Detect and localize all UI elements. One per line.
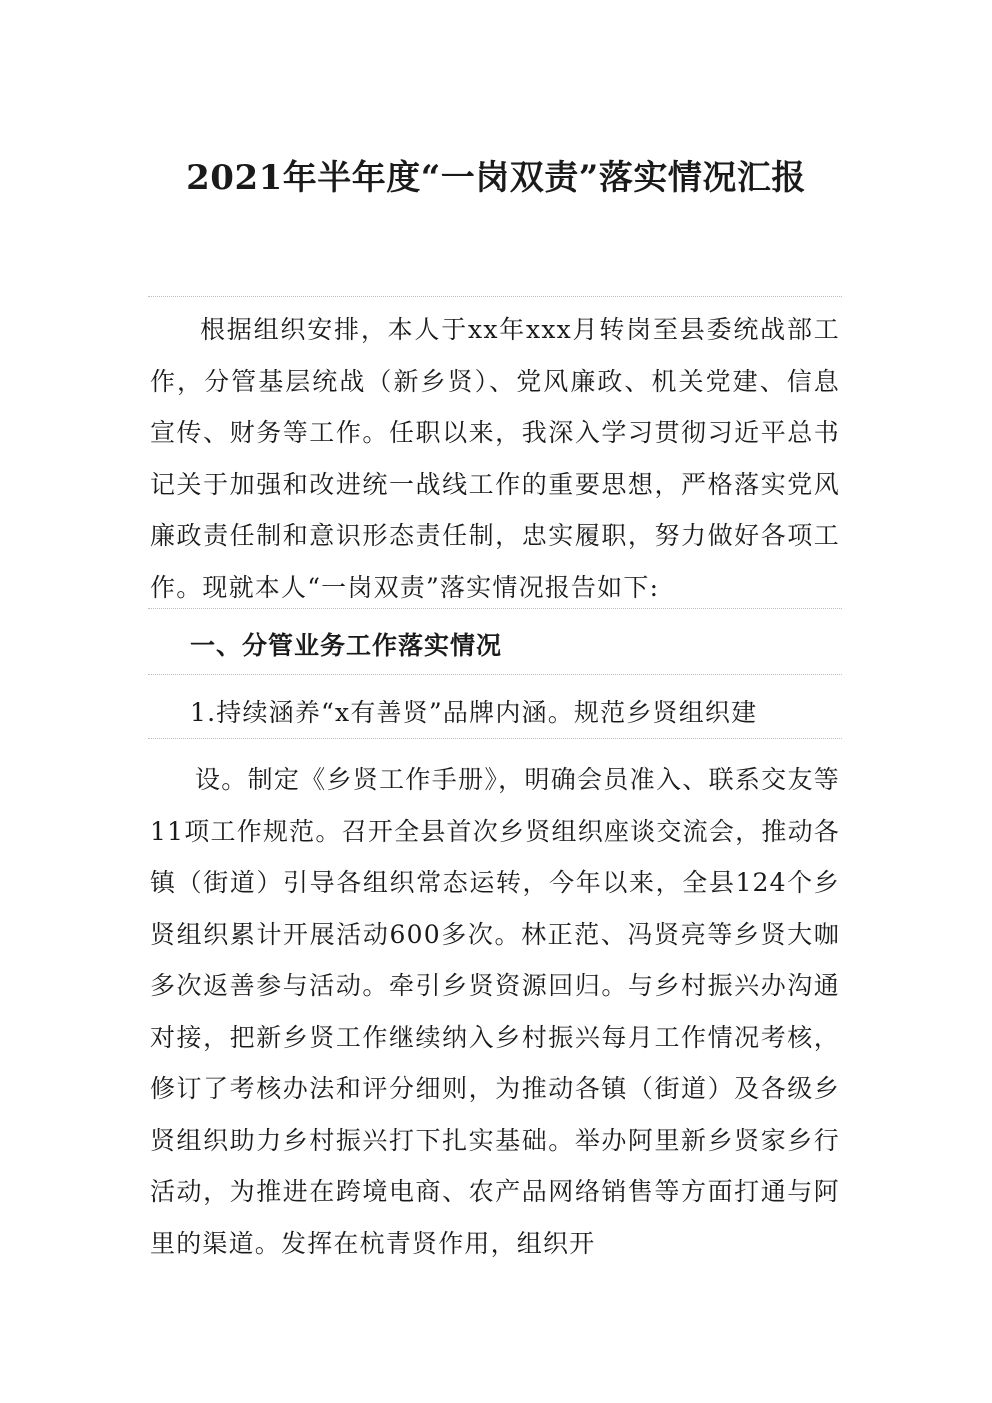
intro-paragraph — [150, 304, 840, 613]
item-1-body-text: 设。制定《乡贤工作手册》，明确会员准入、联系交友等11项工作规范。召开全县首次乡贤组织座谈交流会，推动各镇（街道）引导各组织常态运转，今年以来，全县124个乡贤组织累计开展活动600多次。林正范、冯贤亮等乡贤大咖多次返善参与活动。牵引乡贤资源回归。与乡村振兴办沟通对接，把新乡贤工作继续纳入乡村振兴每月工作情况考核，修订了考核办法和评分细则，为推动各镇（街道）及各级乡贤组织助力乡村振兴打下扎实基础。举办阿里新乡贤家乡行活动，为推进在跨境电商、农产品网络销售等方面打通与阿里的渠道。发挥在杭青贤作用，组织开 — [150, 765, 840, 1258]
divider — [148, 674, 842, 675]
document-title: 2021年半年度“一岗双责”落实情况汇报 — [186, 158, 806, 198]
divider — [148, 738, 842, 739]
divider — [148, 608, 842, 609]
section-heading: 一、分管业务工作落实情况 — [190, 631, 503, 660]
item-1-body — [150, 754, 840, 1269]
divider — [148, 296, 842, 297]
item-1-lead: 1.持续涵养“x有善贤”品牌内涵。规范乡贤组织建 — [190, 698, 758, 727]
intro-text: 根据组织安排，本人于xx年xxx月转岗至县委统战部工作，分管基层统战（新乡贤）、党风廉政、机关党建、信息宣传、财务等工作。任职以来，我深入学习贯彻习近平总书记关于加强和改进统一战线工作的重要思想，严格落实党风廉政责任制和意识形态责任制，忠实履职，努力做好各项工作。现就本人“一岗双责”落实情况报告如下: — [150, 315, 840, 602]
